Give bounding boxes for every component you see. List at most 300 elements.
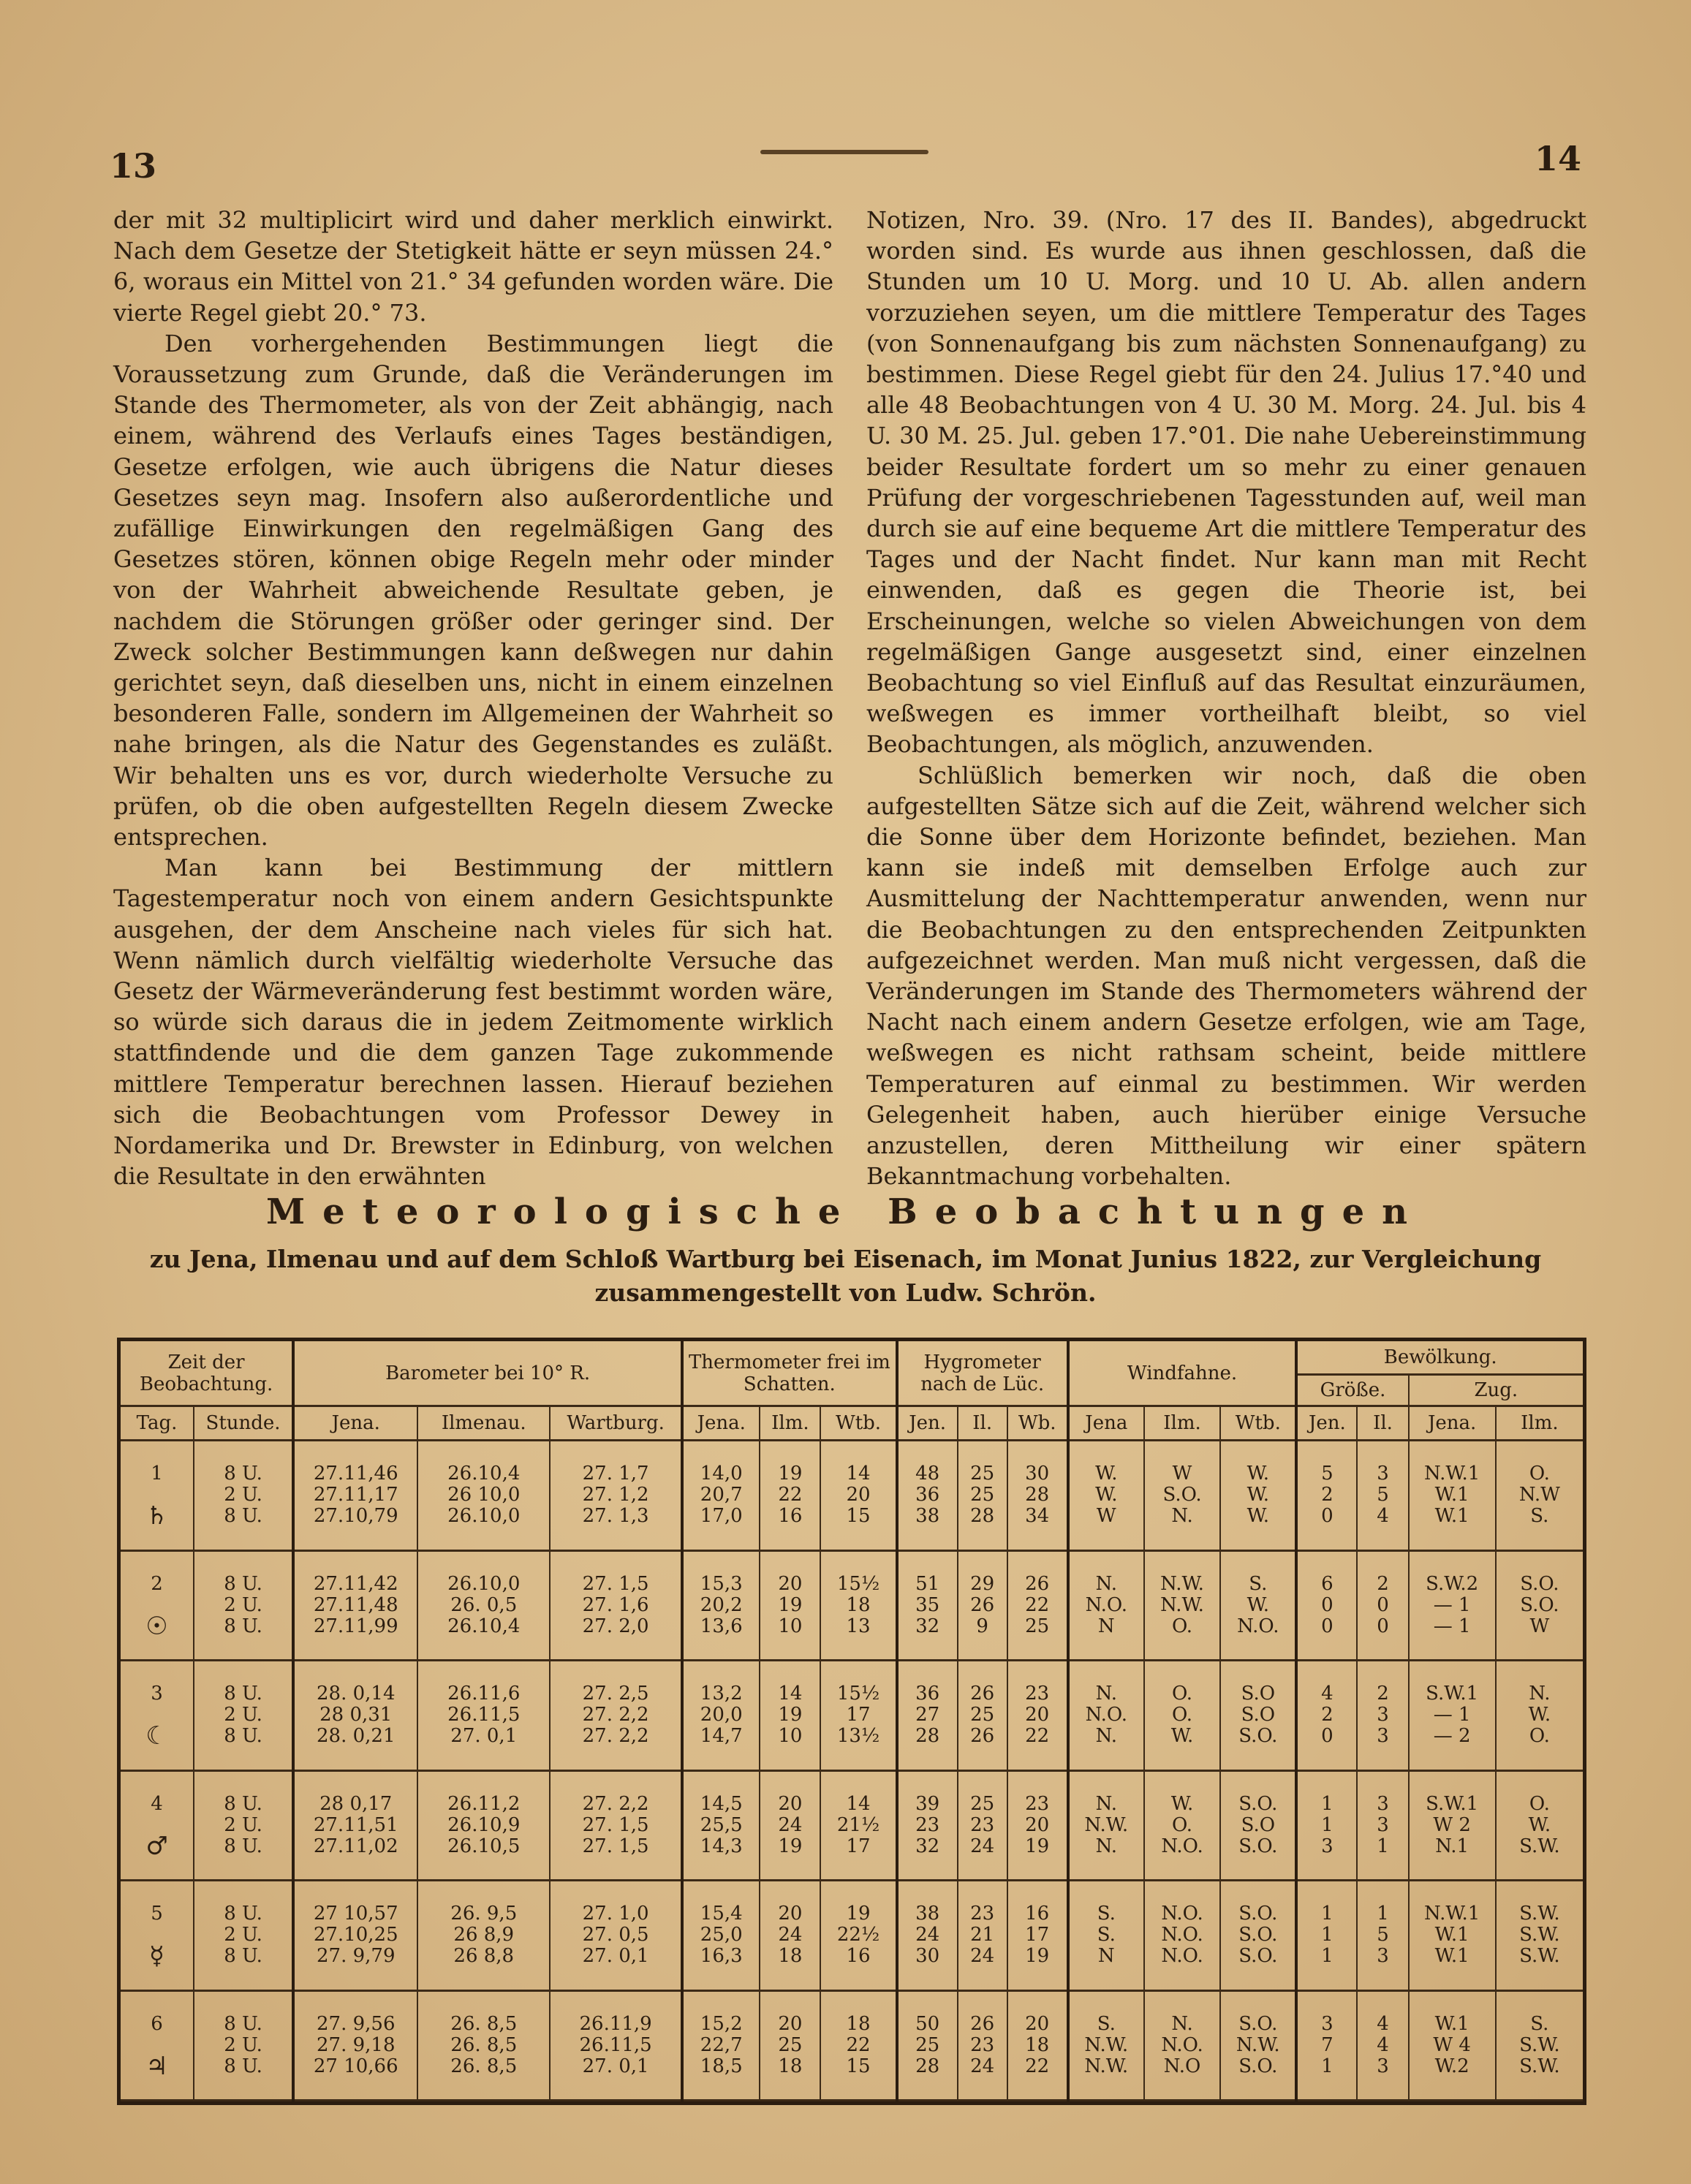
weekday-symbol: ♃ xyxy=(145,2051,168,2081)
column-header: Wartburg. xyxy=(550,1406,682,1441)
cell-cs-j xyxy=(1296,1661,1357,1771)
column-header: Jen. xyxy=(897,1406,958,1441)
reading: N.O. xyxy=(1161,1903,1203,1925)
reading: 2 xyxy=(1377,1683,1389,1705)
reading: 26.11,9 xyxy=(579,2012,652,2035)
reading: 13,6 xyxy=(700,1615,743,1637)
reading: 8 U. xyxy=(224,1835,262,1857)
reading: 27. 1,3 xyxy=(582,1505,649,1528)
cell-cs-i xyxy=(1357,1770,1408,1881)
reading: N. xyxy=(1095,1572,1117,1595)
cell-th-j xyxy=(682,1990,760,2101)
reading: 24 xyxy=(778,1813,803,1836)
right-text-column xyxy=(866,205,1586,1192)
cell-baro-i xyxy=(417,1881,550,1991)
reading: 27 10,66 xyxy=(313,2055,398,2077)
reading: S. xyxy=(1530,1505,1549,1528)
reading: 27. 9,18 xyxy=(316,2033,396,2056)
column-header: Wb. xyxy=(1007,1406,1068,1441)
column-header: Jena. xyxy=(682,1406,760,1441)
reading: N. xyxy=(1095,1835,1117,1857)
reading: 0 xyxy=(1377,1593,1389,1616)
reading: 16,3 xyxy=(700,1945,743,1968)
reading: 2 U. xyxy=(224,1924,262,1946)
column-header: Ilm. xyxy=(1144,1406,1220,1441)
reading: 16 xyxy=(778,1505,803,1528)
reading: 51 xyxy=(915,1572,940,1595)
column-header: Wtb. xyxy=(1220,1406,1296,1441)
reading: N.O. xyxy=(1085,1704,1127,1726)
cell-cs-i xyxy=(1357,1990,1408,2101)
reading: 14,7 xyxy=(700,1725,743,1748)
reading: W xyxy=(1172,1463,1192,1485)
reading: 1 xyxy=(1321,1924,1333,1946)
reading: — 1 xyxy=(1433,1704,1471,1726)
reading: 19 xyxy=(778,1463,803,1485)
reading: 26 10,0 xyxy=(447,1484,521,1506)
reading: 32 xyxy=(915,1835,940,1857)
cell-baro-j xyxy=(293,1661,417,1771)
reading: 28 0,31 xyxy=(319,1704,393,1726)
reading: 1 xyxy=(1321,1813,1333,1836)
cell-wi-w xyxy=(1220,1990,1296,2101)
cell-th-w xyxy=(820,1661,896,1771)
reading: 0 xyxy=(1377,1615,1389,1637)
cell-hours xyxy=(194,1770,293,1881)
reading: 24 xyxy=(778,1924,803,1946)
reading: 39 xyxy=(915,1792,940,1815)
cell-baro-w xyxy=(550,1881,682,1991)
reading: 36 xyxy=(915,1484,940,1506)
column-header: Jena xyxy=(1068,1406,1144,1441)
reading: S.W.1 xyxy=(1426,1792,1479,1815)
weekday-symbol: ☿ xyxy=(149,1941,164,1971)
cell-hy-i xyxy=(958,1550,1007,1661)
reading: S.W. xyxy=(1519,1945,1560,1968)
reading: W. xyxy=(1095,1484,1118,1506)
reading: 26. 8,5 xyxy=(450,2033,518,2056)
day-cell xyxy=(121,1550,194,1661)
reading: 26.10,4 xyxy=(447,1615,521,1637)
reading: S.O. xyxy=(1162,1484,1202,1506)
reading: 27. 0,1 xyxy=(450,1725,518,1748)
reading: 22 xyxy=(1025,2055,1050,2077)
reading: O. xyxy=(1172,1683,1193,1705)
column-header: Ilm. xyxy=(1496,1406,1583,1441)
reading: 20,2 xyxy=(700,1593,743,1616)
reading: 18 xyxy=(778,1945,803,1968)
reading: 26.10,0 xyxy=(447,1505,521,1528)
reading: N.1 xyxy=(1435,1835,1469,1857)
reading: N.O xyxy=(1163,2055,1201,2077)
cell-wi-j xyxy=(1068,1990,1144,2101)
reading: S. xyxy=(1530,2012,1549,2035)
reading: 3 xyxy=(1321,2012,1333,2035)
cell-wi-j xyxy=(1068,1441,1144,1551)
reading: 27.11,02 xyxy=(313,1835,398,1857)
reading: 26.10,5 xyxy=(447,1835,521,1857)
reading: 27.11,99 xyxy=(313,1615,398,1637)
reading: 8 U. xyxy=(224,1683,262,1705)
cell-cs-j xyxy=(1296,1441,1357,1551)
reading: 26 8,9 xyxy=(453,1924,515,1946)
reading: 20,0 xyxy=(700,1704,743,1726)
cell-cm-i xyxy=(1496,1661,1583,1771)
reading: S.O xyxy=(1241,1813,1276,1836)
reading: 26. 8,5 xyxy=(450,2012,518,2035)
reading: — 1 xyxy=(1433,1615,1471,1637)
reading: 3 xyxy=(1377,1792,1389,1815)
reading: 23 xyxy=(970,1903,995,1925)
reading: 27. 2,2 xyxy=(582,1792,649,1815)
reading: 21½ xyxy=(836,1813,880,1836)
reading: 24 xyxy=(915,1924,940,1946)
reading: 28 xyxy=(915,1725,940,1748)
cell-hy-i xyxy=(958,1661,1007,1771)
reading: 14,5 xyxy=(700,1792,743,1815)
cell-th-w xyxy=(820,1881,896,1991)
reading: N.O. xyxy=(1161,2033,1203,2056)
cell-baro-w xyxy=(550,1661,682,1771)
reading: W. xyxy=(1528,1813,1551,1836)
cell-hy-i xyxy=(958,1881,1007,1991)
cell-cm-i xyxy=(1496,1550,1583,1661)
cell-hy-j xyxy=(897,1661,958,1771)
cell-baro-i xyxy=(417,1550,550,1661)
reading: S.O xyxy=(1241,1704,1276,1726)
day-number: 6 xyxy=(151,2012,163,2035)
day-number: 1 xyxy=(151,1463,163,1485)
reading: S.O. xyxy=(1238,2012,1278,2035)
cell-baro-w xyxy=(550,1441,682,1551)
reading: S.O. xyxy=(1238,1792,1278,1815)
left-text-column xyxy=(113,205,833,1192)
reading: 20 xyxy=(778,1792,803,1815)
reading: 28. 0,21 xyxy=(316,1725,396,1748)
reading: W. xyxy=(1247,1505,1270,1528)
reading: 15 xyxy=(846,2055,871,2077)
reading: 15½ xyxy=(836,1683,880,1705)
cell-baro-j xyxy=(293,1441,417,1551)
reading: O. xyxy=(1529,1792,1550,1815)
reading: 25,5 xyxy=(700,1813,743,1836)
observation-table xyxy=(117,1338,1586,2105)
reading: W 4 xyxy=(1433,2033,1471,2056)
weekday-symbol: ♂ xyxy=(145,1831,168,1861)
reading: 27. 1,5 xyxy=(582,1835,649,1857)
day-cell xyxy=(121,1770,194,1881)
reading: 15,3 xyxy=(700,1572,743,1595)
reading: 3 xyxy=(1377,1813,1389,1836)
cell-hours xyxy=(194,1441,293,1551)
reading: N. xyxy=(1095,1792,1117,1815)
reading: 27. 1,2 xyxy=(582,1484,649,1506)
reading: 28 xyxy=(970,1505,995,1528)
cell-hy-i xyxy=(958,1770,1007,1881)
cell-baro-i xyxy=(417,1441,550,1551)
reading: W 2 xyxy=(1433,1813,1471,1836)
reading: 26.10,0 xyxy=(447,1572,521,1595)
cell-hy-w xyxy=(1007,1990,1068,2101)
reading: W.1 xyxy=(1434,1484,1469,1506)
reading: 10 xyxy=(778,1725,803,1748)
reading: 29 xyxy=(970,1572,995,1595)
cell-cm-j xyxy=(1409,1661,1496,1771)
column-header: Jena. xyxy=(1409,1406,1496,1441)
reading: 26.11,6 xyxy=(447,1683,521,1705)
reading: 16 xyxy=(1025,1903,1050,1925)
reading: 1 xyxy=(1321,1792,1333,1815)
reading: 8 U. xyxy=(224,1945,262,1968)
reading: 4 xyxy=(1377,2033,1389,2056)
header-rule xyxy=(760,150,928,154)
reading: 23 xyxy=(970,2033,995,2056)
reading: 15½ xyxy=(836,1572,880,1595)
cell-cs-i xyxy=(1357,1881,1408,1991)
reading: 27.11,46 xyxy=(313,1463,398,1485)
reading: N xyxy=(1097,1945,1115,1968)
cell-baro-j xyxy=(293,1550,417,1661)
reading: 9 xyxy=(976,1615,988,1637)
reading: 26 xyxy=(970,1725,995,1748)
reading: 23 xyxy=(1025,1683,1050,1705)
reading: N. xyxy=(1171,2012,1193,2035)
day-number: 3 xyxy=(151,1683,163,1705)
cell-wi-j xyxy=(1068,1550,1144,1661)
reading: N.O. xyxy=(1161,1924,1203,1946)
cell-cm-i xyxy=(1496,1770,1583,1881)
reading: W.2 xyxy=(1434,2055,1469,2077)
reading: N.O. xyxy=(1085,1593,1127,1616)
reading: 20 xyxy=(1025,1704,1050,1726)
reading: 20 xyxy=(1025,1813,1050,1836)
cell-cm-j xyxy=(1409,1770,1496,1881)
reading: 27. 2,2 xyxy=(582,1725,649,1748)
reading: O. xyxy=(1172,1813,1193,1836)
cell-cs-i xyxy=(1357,1661,1408,1771)
table-row xyxy=(121,1661,1583,1771)
reading: N.O. xyxy=(1237,1615,1279,1637)
reading: 15,2 xyxy=(700,2012,743,2035)
reading: W. xyxy=(1247,1484,1270,1506)
reading: S.O xyxy=(1241,1683,1276,1705)
reading: 27 xyxy=(915,1704,940,1726)
reading: 30 xyxy=(915,1945,940,1968)
cell-hy-w xyxy=(1007,1441,1068,1551)
reading: 22½ xyxy=(836,1924,880,1946)
paragraph: Schlüßlich bemerken wir noch, daß die oben aufgestellten Sätze sich auf die Zeit, während welcher sich die Sonne über dem Horizonte befindet, beziehen. Man kann sie indeß mit demselben Erfolge auch zur Ausmittelung der Nachttemperatur anwenden, wenn nur die Beobachtungen zu den entsprechenden Zeitpunkten aufgezeichnet werden. Man muß nicht vergessen, daß die Veränderungen im Stande des Thermometers während der Nacht nach einem andern Gesetze erfolgen, wie am Tage, weßwegen es nicht rathsam scheint, beide mittlere Temperaturen auf einmal zu bestimmen. Wir werden Gelegenheit haben, auch hierüber einige Versuche anzustellen, deren Mittheilung wir einer spätern Bekanntmachung vorbehalten. xyxy=(866,761,1586,1191)
cell-wi-i xyxy=(1144,1441,1220,1551)
reading: 13½ xyxy=(836,1725,880,1748)
reading: 17,0 xyxy=(700,1505,743,1528)
reading: W.1 xyxy=(1434,1945,1469,1968)
reading: 27.11,17 xyxy=(313,1484,398,1506)
cell-th-i xyxy=(760,1990,820,2101)
reading: 27.10,79 xyxy=(313,1505,398,1528)
reading: 17 xyxy=(846,1835,871,1857)
reading: 2 U. xyxy=(224,1593,262,1616)
reading: 2 xyxy=(1321,1704,1333,1726)
reading: W. xyxy=(1095,1463,1118,1485)
reading: 26.10,4 xyxy=(447,1463,521,1485)
reading: 25 xyxy=(915,2033,940,2056)
header-barometer: Barometer bei 10° R. xyxy=(293,1341,682,1406)
reading: 8 U. xyxy=(224,1505,262,1528)
reading: S.O. xyxy=(1238,2055,1278,2077)
reading: 27.11,51 xyxy=(313,1813,398,1836)
cell-hy-j xyxy=(897,1441,958,1551)
column-header: Tag. xyxy=(121,1406,194,1441)
reading: 19 xyxy=(846,1903,871,1925)
cell-wi-w xyxy=(1220,1770,1296,1881)
reading: 27.10,25 xyxy=(313,1924,398,1946)
cell-th-i xyxy=(760,1770,820,1881)
column-header: Il. xyxy=(958,1406,1007,1441)
reading: 26 8,8 xyxy=(453,1945,515,1968)
reading: 22 xyxy=(846,2033,871,2056)
cell-hy-w xyxy=(1007,1881,1068,1991)
reading: 27. 9,56 xyxy=(316,2012,396,2035)
table-subtitle: zu Jena, Ilmenau und auf dem Schloß Wartburg bei Eisenach, im Monat Junius 1822, zur Vergleichung zusammengestellt von Ludw. Schrön. xyxy=(149,1245,1542,1307)
reading: 2 U. xyxy=(224,1704,262,1726)
cell-wi-w xyxy=(1220,1881,1296,1991)
cell-cm-i xyxy=(1496,1990,1583,2101)
reading: 24 xyxy=(970,1945,995,1968)
reading: N. xyxy=(1529,1683,1551,1705)
reading: 26 xyxy=(970,1683,995,1705)
reading: 27.11,48 xyxy=(313,1593,398,1616)
reading: W. xyxy=(1247,1463,1270,1485)
reading: 0 xyxy=(1321,1593,1333,1616)
reading: S.W.2 xyxy=(1426,1572,1479,1595)
reading: 27.11,42 xyxy=(313,1572,398,1595)
reading: W. xyxy=(1170,1792,1194,1815)
reading: 27. 1,5 xyxy=(582,1813,649,1836)
paragraph: Man kann bei Bestimmung der mittlern Tagestemperatur noch von einem andern Gesichtspunkte ausgehen, der dem Anscheine nach vieles für sich hat. Wenn nämlich durch vielfältig wiederholte Versuche das Gesetz der Wärmeveränderung fest bestimmt worden wäre, so würde sich daraus die in jedem Zeitmomente wirklich stattfindende und die dem ganzen Tage zukommende mittlere Temperatur berechnen lassen. Hierauf beziehen sich die Beobachtungen vom Professor Dewey in Nordamerika und Dr. Brewster in Edinburg, von welchen die Resultate in den erwähnten xyxy=(113,854,833,1191)
cell-cs-j xyxy=(1296,1770,1357,1881)
reading: N.W. xyxy=(1084,1813,1129,1836)
header-cloud-move: Zug. xyxy=(1409,1375,1583,1406)
cell-wi-i xyxy=(1144,1881,1220,1991)
reading: 26.11,5 xyxy=(579,2033,652,2056)
reading: S.O. xyxy=(1238,1903,1278,1925)
reading: 14 xyxy=(778,1683,803,1705)
cell-baro-j xyxy=(293,1990,417,2101)
reading: 17 xyxy=(846,1704,871,1726)
reading: 18 xyxy=(1025,2033,1050,2056)
cell-hours xyxy=(194,1550,293,1661)
reading: W.1 xyxy=(1434,1924,1469,1946)
reading: 27 10,57 xyxy=(313,1903,398,1925)
reading: 30 xyxy=(1025,1463,1050,1485)
reading: 1 xyxy=(1377,1835,1389,1857)
cell-hours xyxy=(194,1661,293,1771)
reading: 8 U. xyxy=(224,1463,262,1485)
cell-baro-j xyxy=(293,1881,417,1991)
reading: N.W. xyxy=(1084,2055,1129,2077)
page-number-left: 13 xyxy=(110,146,157,186)
reading: 18,5 xyxy=(700,2055,743,2077)
cell-cs-j xyxy=(1296,1990,1357,2101)
cell-wi-i xyxy=(1144,1770,1220,1881)
reading: N.W xyxy=(1518,1484,1560,1506)
reading: 7 xyxy=(1321,2033,1333,2056)
header-time: Zeit der Beobachtung. xyxy=(121,1341,293,1406)
reading: 26 xyxy=(1025,1572,1050,1595)
reading: 20 xyxy=(778,1572,803,1595)
reading: 3 xyxy=(1377,2055,1389,2077)
cell-baro-i xyxy=(417,1661,550,1771)
day-cell xyxy=(121,1881,194,1991)
reading: 4 xyxy=(1321,1683,1333,1705)
reading: 25 xyxy=(970,1463,995,1485)
reading: O. xyxy=(1529,1463,1550,1485)
reading: S.O. xyxy=(1238,1725,1278,1748)
cell-wi-w xyxy=(1220,1441,1296,1551)
reading: 25 xyxy=(970,1484,995,1506)
paragraph: Notizen, Nro. 39. (Nro. 17 des II. Bandes), abgedruckt worden sind. Es wurde aus ihnen geschlossen, daß die Stunden um 10 U. Morg. und 10 U. Ab. allen andern vorzuziehen seyen, um die mittlere Temperatur des Tages (von Sonnenaufgang bis zum nächsten Sonnenaufgang) zu bestimmen. Diese Regel giebt für den 24. Julius 17.°40 und alle 48 Beobachtungen von 4 U. 30 M. Morg. 24. Jul. bis 4 U. 30 M. 25. Jul. geben 17.°01. Die nahe Uebereinstimmung beider Resultate fordert um so mehr zu einer genauen Prüfung der vorgeschriebenen Tagesstunden auf, weil man durch sie auf eine bequeme Art die mittlere Temperatur des Tages und der Nacht findet. Nur kann man mit Recht einwenden, daß es gegen die Theorie ist, bei Erscheinungen, welche so vielen Abweichungen von dem regelmäßigen Gange ausgesetzt sind, einer einzelnen Beobachtung so viel Einfluß auf das Resultat einzuräumen, weßwegen es immer vortheilhaft bleibt, so viel Beobachtungen, als möglich, anzuwenden. xyxy=(866,206,1586,759)
reading: 1 xyxy=(1321,1945,1333,1968)
reading: 16 xyxy=(846,1945,871,1968)
column-header: Il. xyxy=(1357,1406,1408,1441)
reading: 27. 1,0 xyxy=(582,1903,649,1925)
reading: 0 xyxy=(1321,1725,1333,1748)
header-thermometer: Thermometer frei im Schatten. xyxy=(682,1341,897,1406)
reading: 28 xyxy=(1025,1484,1050,1506)
reading: S.W.1 xyxy=(1426,1683,1479,1705)
cell-hy-i xyxy=(958,1990,1007,2101)
reading: 19 xyxy=(1025,1945,1050,1968)
reading: N.W. xyxy=(1236,2033,1280,2056)
cell-baro-j xyxy=(293,1770,417,1881)
cell-th-j xyxy=(682,1770,760,1881)
cell-hours xyxy=(194,1990,293,2101)
reading: 19 xyxy=(778,1704,803,1726)
reading: 20 xyxy=(846,1484,871,1506)
cell-th-j xyxy=(682,1661,760,1771)
reading: 14 xyxy=(846,1463,871,1485)
header-wind: Windfahne. xyxy=(1068,1341,1297,1406)
reading: W. xyxy=(1247,1593,1270,1616)
cell-cm-i xyxy=(1496,1441,1583,1551)
reading: 25 xyxy=(970,1792,995,1815)
reading: 1 xyxy=(1321,1903,1333,1925)
reading: S.W. xyxy=(1519,1924,1560,1946)
day-cell xyxy=(121,1441,194,1551)
reading: 8 U. xyxy=(224,1903,262,1925)
day-number: 2 xyxy=(151,1572,163,1595)
cell-wi-j xyxy=(1068,1881,1144,1991)
reading: S.O. xyxy=(1238,1835,1278,1857)
cell-wi-w xyxy=(1220,1550,1296,1661)
cell-baro-w xyxy=(550,1770,682,1881)
reading: W xyxy=(1529,1615,1550,1637)
reading: 3 xyxy=(1377,1704,1389,1726)
reading: 27. 2,2 xyxy=(582,1704,649,1726)
reading: 17 xyxy=(1025,1924,1050,1946)
reading: 27. 1,5 xyxy=(582,1572,649,1595)
header-cloud: Bewölkung. xyxy=(1296,1341,1583,1375)
reading: 8 U. xyxy=(224,1792,262,1815)
reading: O. xyxy=(1172,1704,1193,1726)
reading: 3 xyxy=(1377,1725,1389,1748)
reading: S. xyxy=(1097,1924,1116,1946)
cell-th-i xyxy=(760,1881,820,1991)
reading: 4 xyxy=(1377,2012,1389,2035)
reading: 4 xyxy=(1377,1505,1389,1528)
cell-th-j xyxy=(682,1441,760,1551)
reading: 48 xyxy=(915,1463,940,1485)
